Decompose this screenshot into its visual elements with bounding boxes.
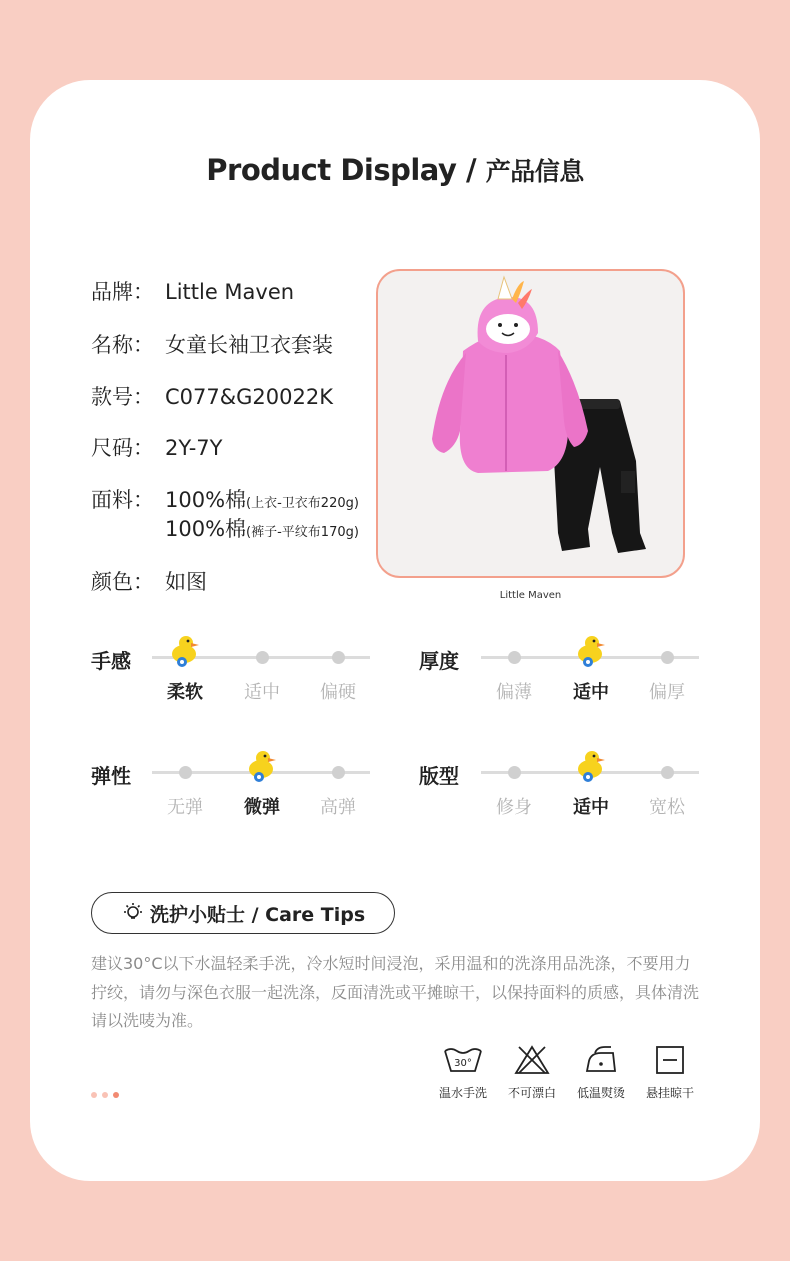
size-label: 尺码： (91, 436, 154, 460)
care-icon-item (497, 1045, 567, 1101)
hang-dry-icon (655, 1045, 685, 1075)
slider-stop (332, 766, 345, 779)
care-icon-item (428, 1045, 498, 1101)
fabric-label: 面料： (91, 488, 154, 512)
outfit-illustration (378, 271, 683, 576)
slider-stop (661, 651, 674, 664)
care-instructions: 建议30°C以下水温轻柔手洗，冷水短时间浸泡，采用温和的洗涤用品洗涤，不要用力拧绞，请勿与深色衣服一起洗涤，反面清洗或平摊晾干，以保持面料的质感，具体清洗请以洗唛为准。 (91, 954, 700, 1030)
brand-value: Little Maven (165, 280, 295, 304)
hand-wash-30-icon (443, 1045, 483, 1075)
fabric-row-2 (165, 513, 359, 543)
name-row (91, 329, 333, 359)
duck-slider-thumb-icon (169, 634, 201, 668)
fabric-note-pants: (裤子-平纹布170g) (246, 525, 359, 540)
style-no-label: 款号： (91, 385, 154, 409)
fabric-value-top: 100%棉 (165, 488, 247, 512)
slider-option-selected: 适中 (573, 797, 609, 818)
slider-option: 宽松 (649, 797, 685, 818)
slider-stop (179, 766, 192, 779)
slider-option: 高弹 (320, 797, 356, 818)
slider-option: 适中 (244, 682, 280, 703)
care-icon-label: 温水手洗 (438, 1086, 487, 1100)
care-icon-label: 悬挂晾干 (645, 1086, 694, 1100)
care-icon-item (635, 1045, 705, 1101)
slider-stop (332, 651, 345, 664)
pager-dot-active (113, 1092, 119, 1098)
slider-label: 弹性 (91, 764, 131, 788)
fabric-value-pants: 100%棉 (165, 517, 247, 541)
photo-caption: Little Maven (499, 590, 562, 601)
fabric-note-top: (上衣-卫衣布220g) (246, 496, 359, 511)
fabric-row (91, 484, 359, 514)
slider-option: 偏厚 (649, 682, 685, 703)
duck-slider-thumb-icon (575, 634, 607, 668)
care-tips-badge (91, 892, 395, 934)
size-value: 2Y-7Y (165, 436, 223, 460)
svg-text:30°: 30° (454, 1058, 472, 1069)
color-label: 颜色： (91, 570, 154, 594)
slider-stop (661, 766, 674, 779)
care-tips-title: 洗护小贴士 / Care Tips (150, 903, 366, 926)
brand-row (91, 276, 294, 306)
slider-option: 修身 (496, 797, 532, 818)
slider-option-selected: 适中 (573, 682, 609, 703)
brand-label: 品牌： (91, 280, 154, 304)
slider-option: 偏薄 (496, 682, 532, 703)
care-icon-item (566, 1045, 636, 1101)
size-row (91, 432, 222, 462)
slider-stop (256, 651, 269, 664)
low-iron-icon (583, 1045, 619, 1075)
product-photo (376, 269, 685, 578)
pager-dot (102, 1092, 108, 1098)
duck-slider-thumb-icon (246, 749, 278, 783)
slider-stop (508, 651, 521, 664)
color-value: 如图 (165, 570, 207, 594)
color-row (91, 566, 207, 596)
slider-option-selected: 柔软 (167, 682, 203, 703)
slider-label: 厚度 (419, 649, 459, 673)
lightbulb-icon (122, 902, 144, 924)
slider-label: 手感 (91, 649, 131, 673)
style-no-row (91, 381, 333, 411)
slider-option: 无弹 (167, 797, 203, 818)
care-icon-label: 不可漂白 (507, 1086, 556, 1100)
pager-dot (91, 1092, 97, 1098)
page-title: Product Display / 产品信息 (206, 153, 584, 187)
care-icon-label: 低温熨烫 (576, 1086, 625, 1100)
slider-label: 版型 (419, 764, 459, 788)
pager-dots (91, 1092, 119, 1098)
name-label: 名称： (91, 333, 154, 357)
slider-stop (508, 766, 521, 779)
style-no-value: C077&G20022K (165, 385, 333, 409)
duck-slider-thumb-icon (575, 749, 607, 783)
no-bleach-icon (514, 1045, 550, 1075)
slider-option: 偏硬 (320, 682, 356, 703)
name-value: 女童长袖卫衣套装 (165, 333, 333, 357)
slider-option-selected: 微弹 (244, 797, 280, 818)
